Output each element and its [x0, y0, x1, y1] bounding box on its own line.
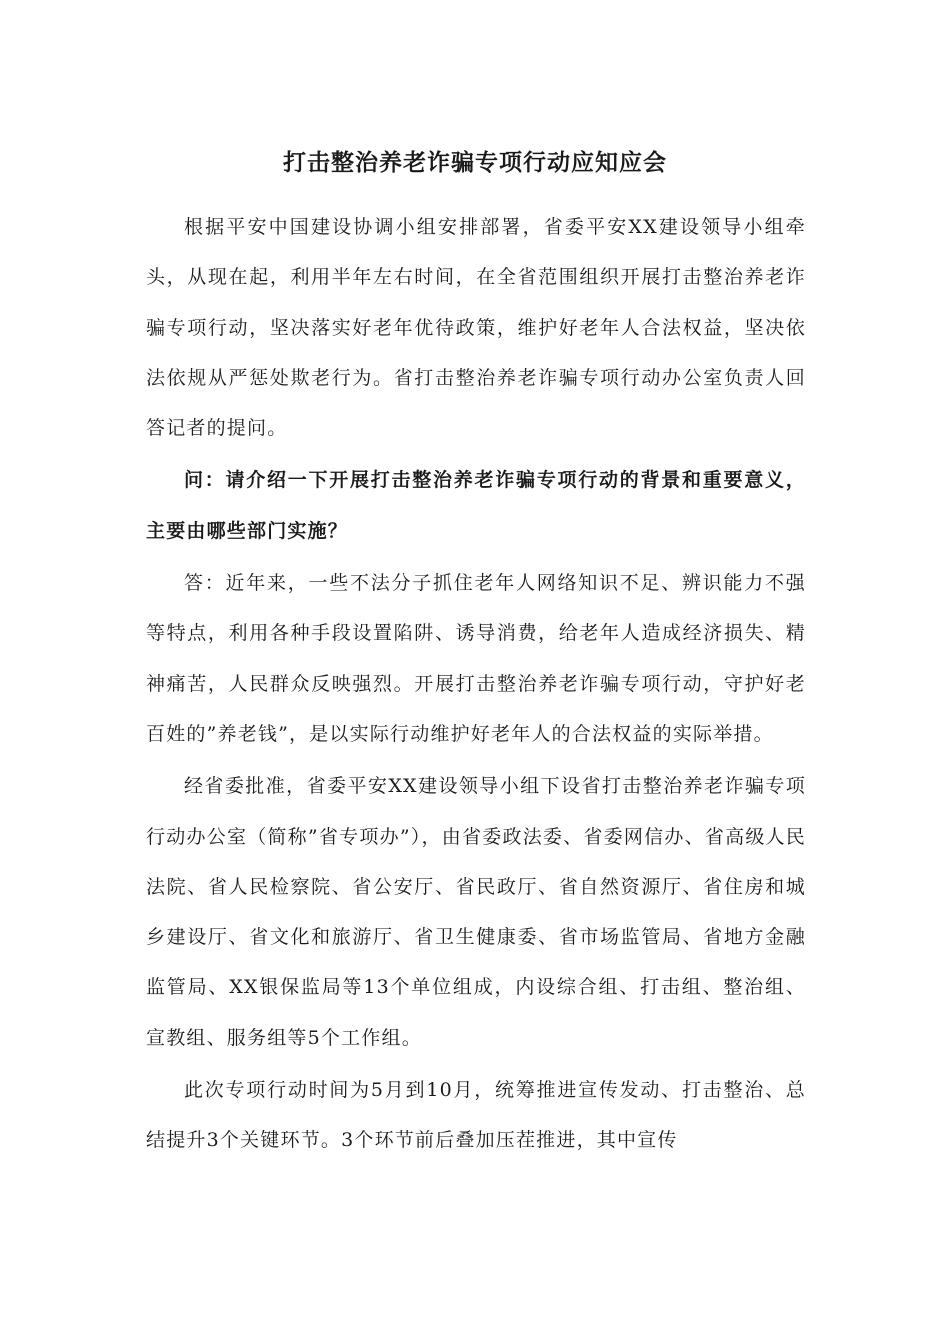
question-paragraph: 问：请介绍一下开展打击整治养老诈骗专项行动的背景和重要意义，主要由哪些部门实施？: [146, 469, 806, 542]
organization-paragraph: 经省委批准，省委平安XX建设领导小组下设省打击整治养老诈骗专项行动办公室（简称”省专项办”），由省委政法委、省委网信办、省高级人民法院、省人民检察院、省公安厅、省民政厅、省自然资源厅、省住房和城乡建设厅、省文化和旅游厅、省卫生健康委、省市场监管局、省地方金融监管局、XX银保监局等13个单位组成，内设综合组、打击组、整治组、宣教组、服务组等5个工作组。: [146, 775, 806, 1049]
document-title: 打击整治养老诈骗专项行动应知应会: [283, 149, 667, 176]
schedule-paragraph: 此次专项行动时间为5月到10月，统筹推进宣传发动、打击整治、总结提升3个关键环节。3个环节前后叠加压茬推进，其中宣传: [146, 1079, 806, 1152]
intro-paragraph: 根据平安中国建设协调小组安排部署，省委平安XX建设领导小组牵头，从现在起，利用半年左右时间，在全省范围组织开展打击整治养老诈骗专项行动，坚决落实好老年优待政策，维护好老年人合法权益，坚决依法依规从严惩处欺老行为。省打击整治养老诈骗专项行动办公室负责人回答记者的提问。: [146, 216, 806, 440]
answer-paragraph: 答：近年来，一些不法分子抓住老年人网络知识不足、辨识能力不强等特点，利用各种手段设置陷阱、诱导消费，给老年人造成经济损失、精神痛苦，人民群众反映强烈。开展打击整治养老诈骗专项行动，守护好老百姓的”养老钱”，是以实际行动维护好老年人的合法权益的实际举措。: [146, 572, 806, 745]
document-body: [146, 202, 806, 1168]
